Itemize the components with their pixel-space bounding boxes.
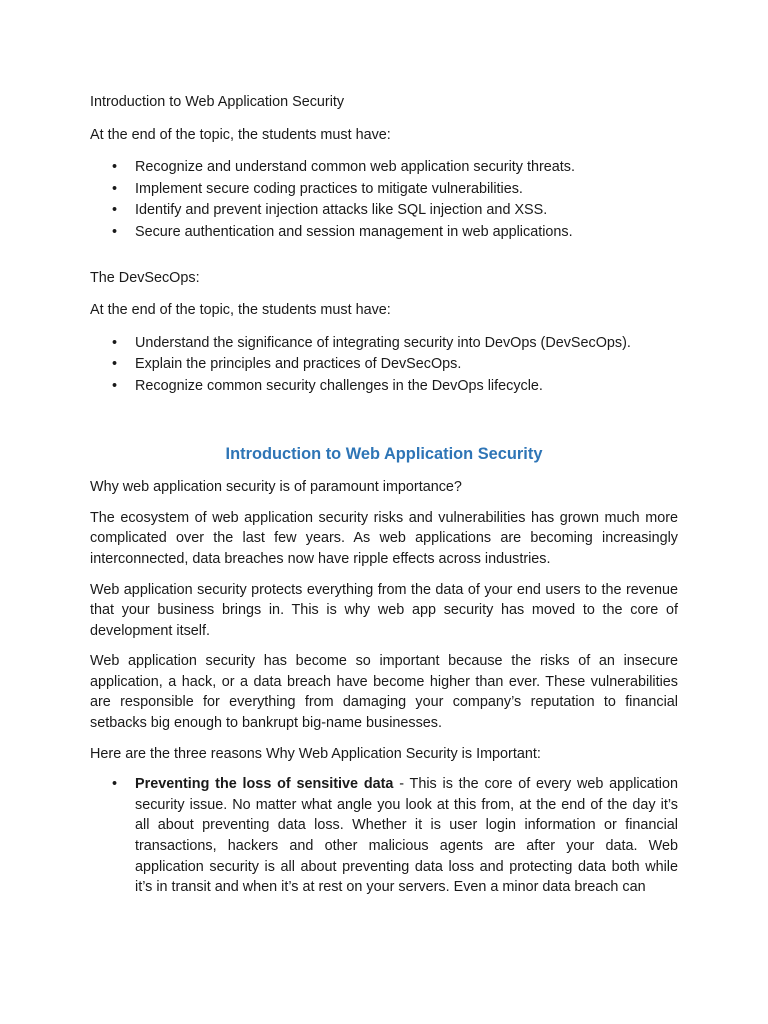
list-item: [90, 200, 678, 221]
paragraph: The ecosystem of web application security risks and vulnerabilities has grown much more complicated over the last few years. As web applications are becoming increasingly interconnected, data breaches now have ripple effects across industries.: [90, 509, 678, 567]
objectives-intro: At the end of the topic, the students must have:: [90, 126, 391, 143]
bullet-icon: •: [112, 159, 118, 176]
list-item-text: Recognize and understand common web application security threats.: [135, 159, 575, 176]
list-item-text: Secure authentication and session management in web applications.: [135, 223, 573, 240]
paragraph: Web application security has become so important because the risks of an insecure application, a hack, or a data breach have become higher than ever. These vulnerabilities are responsible for everything from damaging your company’s reputation to financial setbacks big enough to bankrupt big-name businesses.: [90, 653, 678, 732]
objectives-title: The DevSecOps:: [90, 269, 200, 286]
list-item-text: Identify and prevent injection attacks like SQL injection and XSS.: [135, 202, 548, 219]
list-item-text: Understand the significance of integrating security into DevOps (DevSecOps).: [135, 334, 631, 351]
objectives-title: Introduction to Web Application Security: [90, 94, 345, 110]
reason-term: Preventing the loss of sensitive data: [135, 776, 394, 793]
list-item-text: Explain the principles and practices of DevSecOps.: [135, 356, 462, 373]
bullet-icon: •: [112, 180, 118, 197]
list-item: [90, 376, 678, 397]
list-item: [90, 333, 678, 354]
list-item: [90, 222, 678, 243]
bullet-icon: •: [112, 377, 118, 394]
bullet-icon: •: [112, 334, 118, 351]
reasons-list: [90, 774, 678, 898]
list-item: [90, 774, 678, 898]
section-question: Why web application security is of paramount importance?: [90, 479, 462, 496]
objectives-list: [90, 333, 678, 397]
objectives-web-security: [90, 92, 678, 243]
bullet-icon: •: [112, 356, 118, 373]
bullet-icon: •: [112, 776, 118, 793]
list-item-text: Recognize common security challenges in the DevOps lifecycle.: [135, 377, 543, 394]
spacer: [90, 244, 678, 268]
objectives-intro: At the end of the topic, the students must have:: [90, 302, 391, 319]
section-web-security: [90, 443, 678, 898]
bullet-icon: •: [112, 223, 118, 240]
list-item: [90, 179, 678, 200]
objectives-devsecops: [90, 268, 678, 397]
reason-text: - This is the core of every web application security issue. No matter what angle you look at this from, at the end of the day it’s all about preventing data loss. Whether it is user login information or financial transactions, hackers and other malicious agents are after your data. Web application security is all about preventing data loss and protecting data both while it’s in transit and when it’s at rest on your servers. Even a minor data breach can: [135, 776, 678, 896]
objectives-list: [90, 157, 678, 242]
section-heading: Introduction to Web Application Security: [225, 445, 543, 464]
spacer: [90, 398, 678, 430]
list-item: [90, 157, 678, 178]
paragraph: Web application security protects everything from the data of your end users to the revenue that your business brings in. This is why web app security has moved to the core of development itself.: [90, 581, 678, 639]
bullet-icon: •: [112, 202, 118, 219]
reasons-intro: Here are the three reasons Why Web Application Security is Important:: [90, 745, 541, 762]
list-item: [90, 354, 678, 375]
list-item-text: Implement secure coding practices to mitigate vulnerabilities.: [135, 180, 523, 197]
